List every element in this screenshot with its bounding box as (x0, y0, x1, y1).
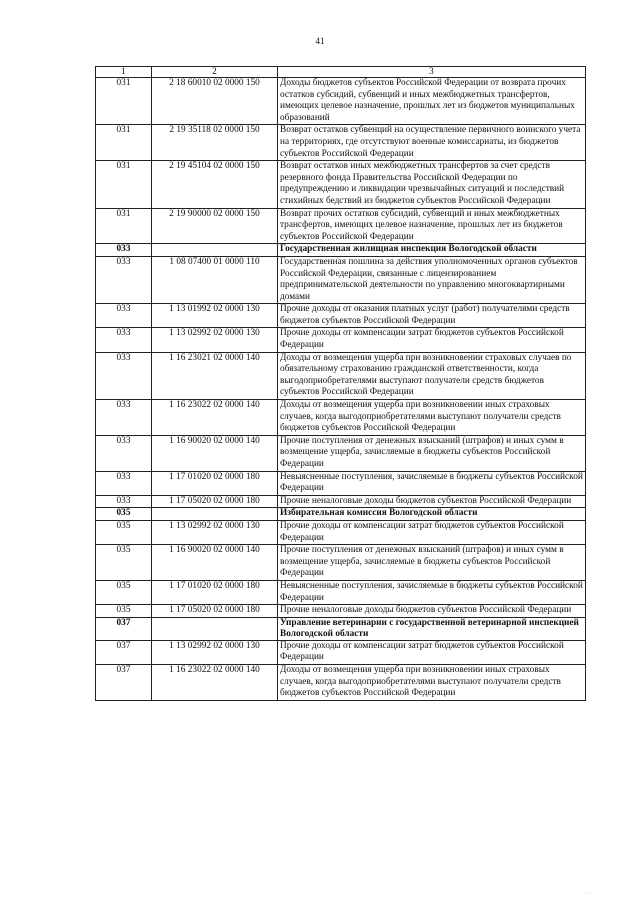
budget-classification-code-cell: 1 13 02992 02 0000 130 (152, 328, 278, 352)
budget-classification-code-cell: 1 17 05020 02 0000 180 (152, 495, 278, 508)
budget-classification-code-cell (152, 508, 278, 521)
table-row (96, 435, 586, 471)
admin-code-cell: 033 (96, 352, 152, 399)
section-header-row (96, 617, 586, 640)
revenue-description-cell: Прочие доходы от компенсации затрат бюджетов субъектов Российской Федерации (278, 520, 586, 544)
admin-code-cell: 033 (96, 400, 152, 436)
scan-mark: · · (584, 891, 590, 897)
table-row (96, 256, 586, 303)
revenue-description-cell: Прочие поступления от денежных взысканий (штрафов) и иных сумм в возмещение ущерба, зачисляемые в бюджеты субъектов Российской Федерации (278, 545, 586, 581)
budget-classification-code-cell: 1 13 01992 02 0000 130 (152, 304, 278, 328)
admin-code-cell: 033 (96, 495, 152, 508)
admin-code-cell: 031 (96, 78, 152, 125)
table-row (96, 495, 586, 508)
budget-classification-code-cell: 1 17 05020 02 0000 180 (152, 605, 278, 618)
budget-classification-code-cell (152, 244, 278, 257)
table-row (96, 304, 586, 328)
table-row (96, 78, 586, 125)
admin-code-cell: 037 (96, 617, 152, 640)
revenue-description-cell: Доходы бюджетов субъектов Российской Федерации от возврата прочих остатков субсидий, субвенций и иных межбюджетных трансфертов, имеющих целевое назначение, прошлых лет из бюджетов муниципальных образований (278, 78, 586, 125)
revenue-description-cell: Прочие доходы от компенсации затрат бюджетов субъектов Российской Федерации (278, 640, 586, 664)
table-row (96, 208, 586, 244)
column-number-row (96, 67, 586, 78)
admin-code-cell: 035 (96, 508, 152, 521)
revenue-description-cell: Государственная жилищная инспекция Вологодской области (278, 244, 586, 257)
table-row (96, 580, 586, 604)
admin-code-cell: 037 (96, 640, 152, 664)
admin-code-cell: 033 (96, 435, 152, 471)
budget-classification-code-cell: 1 17 01020 02 0000 180 (152, 471, 278, 495)
budget-classification-code-cell: 1 08 07400 01 0000 110 (152, 256, 278, 303)
budget-classification-code-cell: 2 19 90000 02 0000 150 (152, 208, 278, 244)
revenue-description-cell: Невыясненные поступления, зачисляемые в бюджеты субъектов Российской Федерации (278, 580, 586, 604)
column-header-3: 3 (278, 67, 586, 78)
admin-code-cell: 035 (96, 545, 152, 581)
table-row (96, 664, 586, 700)
admin-code-cell: 031 (96, 161, 152, 208)
admin-code-cell: 035 (96, 520, 152, 544)
budget-classification-code-cell: 1 16 23022 02 0000 140 (152, 664, 278, 700)
admin-code-cell: 033 (96, 256, 152, 303)
revenue-description-cell: Избирательная комиссия Вологодской области (278, 508, 586, 521)
budget-classification-code-cell: 2 19 35118 02 0000 150 (152, 125, 278, 161)
revenue-description-cell: Доходы от возмещения ущерба при возникновении иных страховых случаев, когда выгодоприобретателями выступают получатели средств бюджетов субъектов Российской Федерации (278, 400, 586, 436)
revenue-codes-table (95, 66, 586, 701)
revenue-description-cell: Государственная пошлина за действия уполномоченных органов субъектов Российской Федерации, связанные с лицензированием предпринимательской деятельности по управлению многоквартирными домами (278, 256, 586, 303)
revenue-description-cell: Управление ветеринарии с государственной ветеринарной инспекцией Вологодской области (278, 617, 586, 640)
table-row (96, 605, 586, 618)
table-row (96, 161, 586, 208)
revenue-description-cell: Невыясненные поступления, зачисляемые в бюджеты субъектов Российской Федерации (278, 471, 586, 495)
budget-classification-code-cell: 2 19 45104 02 0000 150 (152, 161, 278, 208)
revenue-description-cell: Возврат остатков субвенций на осуществление первичного воинского учета на территориях, где отсутствуют военные комиссариаты, из бюджетов субъектов Российской Федерации (278, 125, 586, 161)
revenue-description-cell: Прочие доходы от компенсации затрат бюджетов субъектов Российской Федерации (278, 328, 586, 352)
admin-code-cell: 033 (96, 471, 152, 495)
admin-code-cell: 033 (96, 304, 152, 328)
budget-classification-code-cell: 1 16 23022 02 0000 140 (152, 400, 278, 436)
admin-code-cell: 037 (96, 664, 152, 700)
table-row (96, 640, 586, 664)
revenue-description-cell: Прочие поступления от денежных взысканий (штрафов) и иных сумм в возмещение ущерба, зачисляемые в бюджеты субъектов Российской Федерации (278, 435, 586, 471)
table-row (96, 352, 586, 399)
admin-code-cell: 031 (96, 208, 152, 244)
budget-classification-code-cell: 2 18 60010 02 0000 150 (152, 78, 278, 125)
budget-classification-code-cell: 1 13 02992 02 0000 130 (152, 640, 278, 664)
table-row (96, 520, 586, 544)
budget-classification-code-cell: 1 17 01020 02 0000 180 (152, 580, 278, 604)
admin-code-cell: 033 (96, 328, 152, 352)
section-header-row (96, 244, 586, 257)
revenue-description-cell: Возврат остатков иных межбюджетных трансфертов за счет средств резервного фонда Правительства Российской Федерации по предупреждению и ликвидации чрезвычайных ситуаций и последствий стихийных бедствий из бюджетов субъектов Российской Федерации (278, 161, 586, 208)
table-row (96, 471, 586, 495)
table-row (96, 328, 586, 352)
admin-code-cell: 035 (96, 605, 152, 618)
revenue-description-cell: Доходы от возмещения ущерба при возникновении иных страховых случаев, когда выгодоприобретателями выступают получатели средств бюджетов субъектов Российской Федерации (278, 664, 586, 700)
page-number: 41 (315, 36, 325, 46)
table-body (96, 78, 586, 701)
column-header-1: 1 (96, 67, 152, 78)
budget-classification-code-cell: 1 16 23021 02 0000 140 (152, 352, 278, 399)
revenue-description-cell: Доходы от возмещения ущерба при возникновении страховых случаев по обязательному страхованию гражданской ответственности, когда выгодоприобретателями выступают получатели средств бюджетов субъектов Российской Федерации (278, 352, 586, 399)
table-row (96, 125, 586, 161)
budget-classification-code-cell (152, 617, 278, 640)
budget-classification-code-cell: 1 16 90020 02 0000 140 (152, 545, 278, 581)
admin-code-cell: 031 (96, 125, 152, 161)
section-header-row (96, 508, 586, 521)
budget-classification-code-cell: 1 16 90020 02 0000 140 (152, 435, 278, 471)
admin-code-cell: 035 (96, 580, 152, 604)
admin-code-cell: 033 (96, 244, 152, 257)
column-header-2: 2 (152, 67, 278, 78)
table-row (96, 400, 586, 436)
revenue-description-cell: Прочие доходы от оказания платных услуг (работ) получателями средств бюджетов субъектов Российской Федерации (278, 304, 586, 328)
table-row (96, 545, 586, 581)
budget-classification-code-cell: 1 13 02992 02 0000 130 (152, 520, 278, 544)
revenue-description-cell: Прочие неналоговые доходы бюджетов субъектов Российской Федерации (278, 605, 586, 618)
revenue-description-cell: Возврат прочих остатков субсидий, субвенций и иных межбюджетных трансфертов, имеющих целевое назначение, прошлых лет из бюджетов субъектов Российской Федерации (278, 208, 586, 244)
revenue-description-cell: Прочие неналоговые доходы бюджетов субъектов Российской Федерации (278, 495, 586, 508)
